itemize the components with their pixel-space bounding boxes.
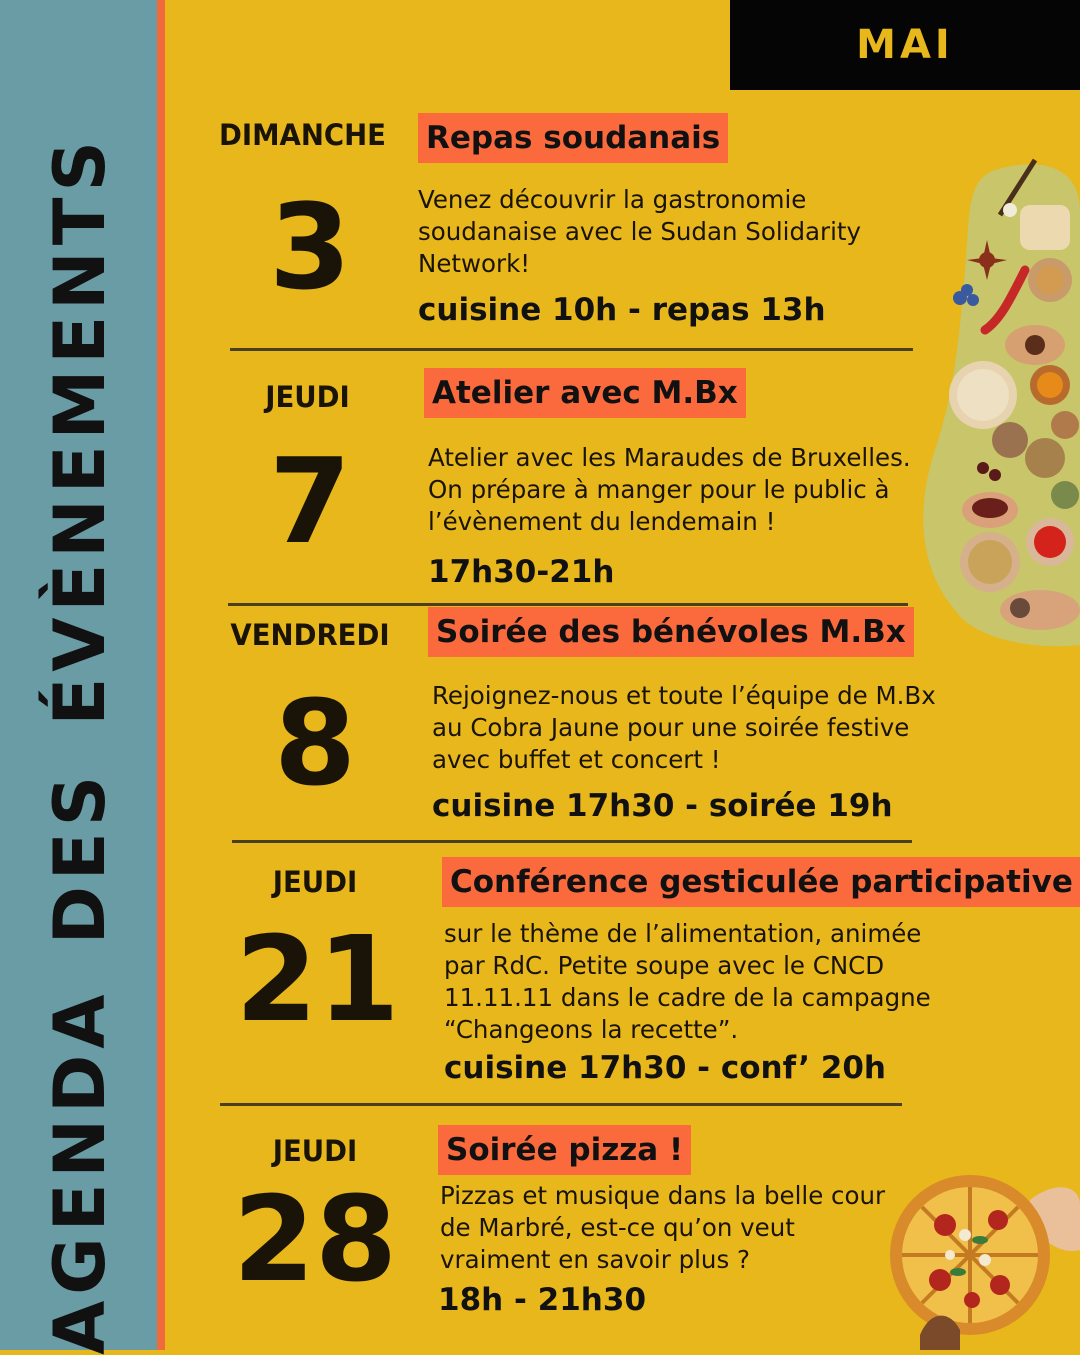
event-day-number: 7 <box>268 432 352 570</box>
divider <box>230 348 913 351</box>
event-time: 18h - 21h30 <box>438 1282 647 1318</box>
event-day-name: JEUDI <box>265 380 350 414</box>
event-description: Rejoignez-nous et toute l’équipe de M.Bx au Cobra Jaune pour une soirée festive avec buffet et concert ! <box>432 681 936 774</box>
event-time: cuisine 17h30 - conf’ 20h <box>444 1050 886 1086</box>
event-description: Venez découvrir la gastronomie soudanaise avec le Sudan Solidarity Network! <box>418 185 861 278</box>
event-day-name: JEUDI <box>272 1134 358 1168</box>
divider <box>220 1103 902 1106</box>
divider <box>232 840 912 843</box>
sidebar-border <box>157 0 165 1350</box>
event-title: Atelier avec M.Bx <box>424 368 746 418</box>
event-day-number: 8 <box>273 674 357 812</box>
spices-illustration <box>915 150 1080 650</box>
event-title: Repas soudanais <box>418 113 728 163</box>
event-day-number: 3 <box>268 178 352 316</box>
event-description: Atelier avec les Maraudes de Bruxelles. On prépare à manger pour le public à l’évènement du lendemain ! <box>428 443 911 536</box>
divider <box>228 603 908 606</box>
event-title: Soirée pizza ! <box>438 1125 691 1175</box>
event-day-number: 28 <box>232 1170 398 1308</box>
event-description: Pizzas et musique dans la belle cour de Marbré, est-ce qu’on veut vraiment en savoir plus ? <box>440 1181 886 1274</box>
event-day-number: 21 <box>235 910 400 1048</box>
event-day-name: JEUDI <box>272 865 358 899</box>
pizza-illustration <box>880 1160 1080 1350</box>
month-label: MAI <box>730 0 1080 90</box>
event-title: Soirée des bénévoles M.Bx <box>428 607 914 657</box>
event-time: cuisine 17h30 - soirée 19h <box>432 788 893 824</box>
agenda-title: AGENDA DES ÉVÈNEMENTS <box>39 135 121 1355</box>
event-day-name: VENDREDI <box>230 618 390 652</box>
event-time: 17h30-21h <box>428 554 615 590</box>
event-day-name: DIMANCHE <box>218 118 387 152</box>
event-time: cuisine 10h - repas 13h <box>418 292 826 328</box>
event-title: Conférence gesticulée participative <box>442 857 1080 907</box>
event-description: sur le thème de l’alimentation, animée par RdC. Petite soupe avec le CNCD 11.11.11 dans le cadre de la campagne “Changeons la recette”. <box>444 919 931 1044</box>
